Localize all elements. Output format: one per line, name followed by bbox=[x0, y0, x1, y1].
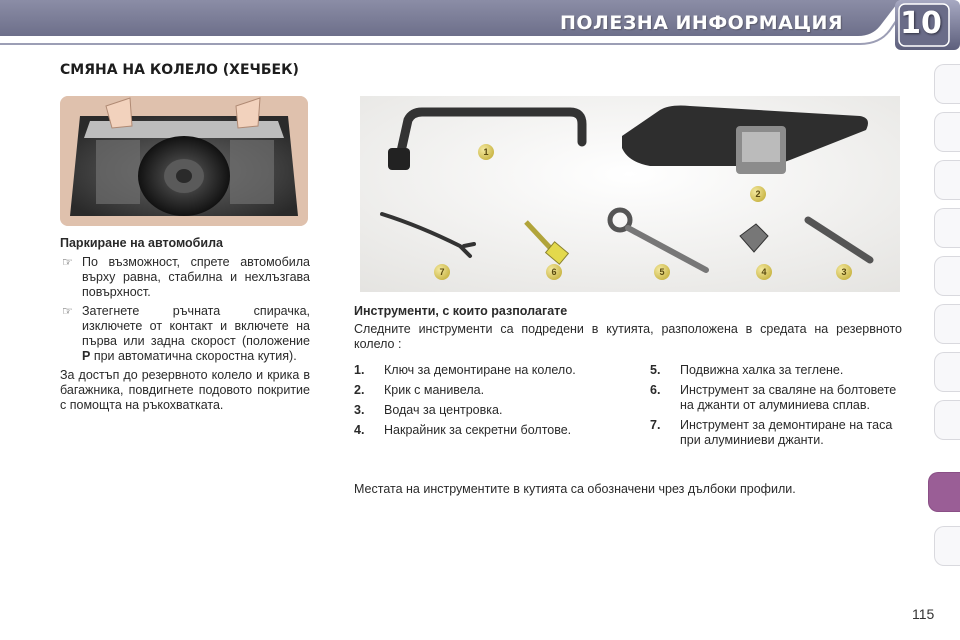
tools-intro: Следните инструменти са подредени в кутията, разположена в средата на резервното колело : bbox=[354, 322, 902, 351]
pointing-hand-icon: ☞ bbox=[62, 255, 73, 269]
bullet-text-tail: при автоматична скоростна кутия). bbox=[93, 349, 297, 363]
page-number: 115 bbox=[912, 606, 935, 622]
tool-label-text: 5 bbox=[659, 267, 665, 277]
list-item: 5. Подвижна халка за теглене. bbox=[650, 363, 844, 377]
list-item: 1. Ключ за демонтиране на колело. bbox=[354, 363, 576, 377]
tool-label-text: 3 bbox=[841, 267, 847, 277]
chapter-tab[interactable] bbox=[934, 208, 960, 248]
access-paragraph: За достъп до резервното колело и крика в багажника, повдигнете подовото покритие с помощта на ръкохватката. bbox=[60, 368, 310, 412]
chapter-tab-active[interactable] bbox=[928, 472, 960, 512]
footer-note: Местата на инструментите в кутията са обозначени чрез дълбоки профили. bbox=[354, 482, 796, 496]
tools-photo bbox=[360, 96, 900, 292]
list-item: 7. Инструмент за демонтиране на таса при алуминиеви джанти. bbox=[650, 418, 893, 447]
chapter-number: 10 bbox=[900, 6, 942, 41]
list-item: 3. Водач за центровка. bbox=[354, 403, 503, 417]
tool-label-text: 2 bbox=[755, 189, 761, 199]
bullet-text: По възможност, спрете автомобила върху равна, стабилна и нехлъзгава повърхност. bbox=[82, 255, 310, 299]
parking-subhead: Паркиране на автомобила bbox=[60, 236, 223, 250]
list-item: 2. Крик с манивела. bbox=[354, 383, 485, 397]
chapter-tab[interactable] bbox=[934, 160, 960, 200]
header-band bbox=[0, 0, 960, 50]
trunk-photo bbox=[60, 96, 308, 226]
tool-label-text: 1 bbox=[483, 147, 489, 157]
tools-list-left bbox=[354, 363, 584, 443]
list-item: 4. Накрайник за секретни болтове. bbox=[354, 423, 572, 437]
trunk-illustration bbox=[60, 96, 308, 226]
chapter-tab[interactable] bbox=[934, 256, 960, 296]
chapter-tab[interactable] bbox=[934, 400, 960, 440]
gear-position-letter: P bbox=[82, 349, 91, 363]
chapter-tab[interactable] bbox=[934, 304, 960, 344]
tool-label-text: 4 bbox=[761, 267, 767, 277]
chapter-tab[interactable] bbox=[934, 64, 960, 104]
chapter-title: ПОЛЕЗНА ИНФОРМАЦИЯ bbox=[560, 12, 844, 34]
chapter-tab[interactable] bbox=[934, 112, 960, 152]
bullet-item bbox=[60, 304, 310, 364]
bullet-item bbox=[60, 255, 310, 300]
tool-label-text: 7 bbox=[439, 267, 445, 277]
bullet-text: Затегнете ръчната спирачка, изключете от контакт и включете на първа или задна скорост (положение bbox=[82, 304, 310, 348]
tools-list-right bbox=[650, 363, 900, 453]
parking-instructions bbox=[60, 236, 310, 413]
tools-subhead: Инструменти, с които разполагате bbox=[354, 304, 568, 318]
tool-label-text: 6 bbox=[551, 267, 557, 277]
chapter-tab[interactable] bbox=[934, 526, 960, 566]
chapter-tab[interactable] bbox=[934, 352, 960, 392]
chapter-tab-strip bbox=[928, 64, 960, 574]
tools-illustration bbox=[360, 96, 900, 292]
pointing-hand-icon: ☞ bbox=[62, 304, 73, 318]
list-item: 6. Инструмент за сваляне на болтовете на джанти от алуминиева сплав. bbox=[650, 383, 897, 412]
section-title: СМЯНА НА КОЛЕЛО (ХЕЧБЕК) bbox=[60, 62, 299, 78]
